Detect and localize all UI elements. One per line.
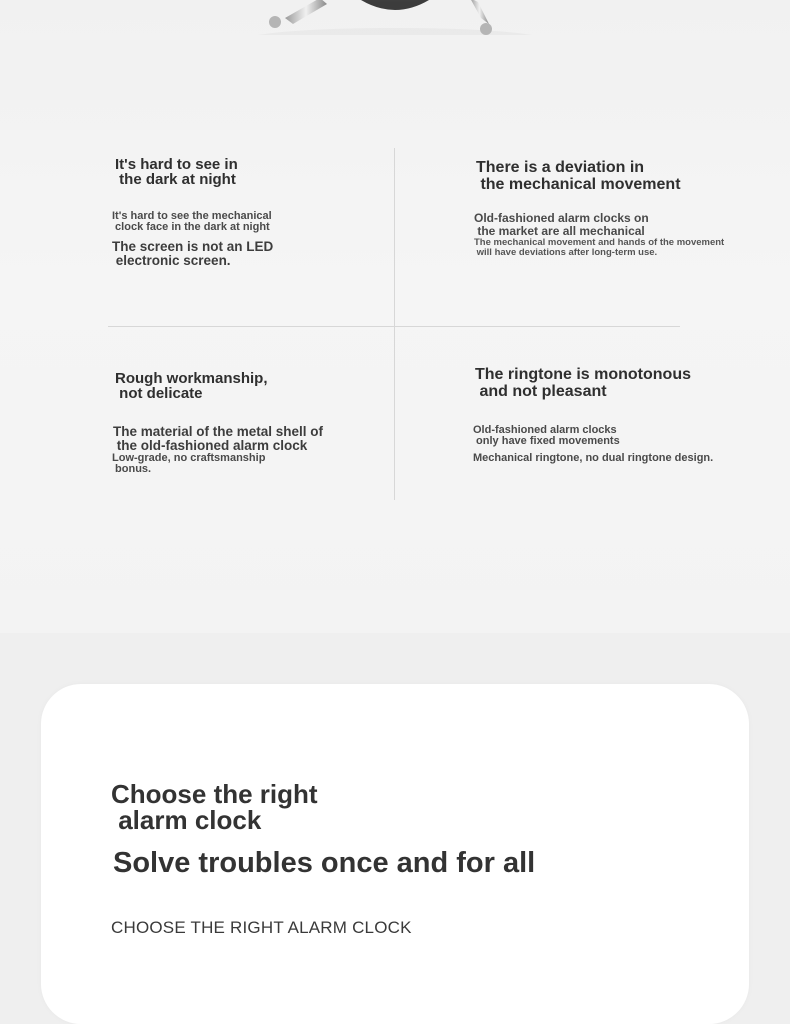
cell-2-title: There is a deviation in the mechanical movement xyxy=(476,159,681,193)
cell-4-title: The ringtone is monotonous and not pleasant xyxy=(475,366,691,400)
cell-3-line-2: Low-grade, no craftsmanship bonus. xyxy=(112,452,266,475)
cell-4-line-1: Old-fashioned alarm clocks only have fixed movements xyxy=(473,424,620,447)
promo-headline: Choose the right alarm clock xyxy=(111,779,318,835)
cell-2-line-1: Old-fashioned alarm clocks on the market are all mechanical xyxy=(474,211,649,238)
cell-2-line-2: The mechanical movement and hands of the movement will have deviations after long-term use. xyxy=(474,237,725,258)
cell-3-title: Rough workmanship, not delicate xyxy=(115,370,268,402)
cell-1-line-1: It's hard to see the mechanical clock face in the dark at night xyxy=(112,210,272,233)
promo-caption: CHOOSE THE RIGHT ALARM CLOCK xyxy=(111,918,412,937)
promo-subheadline: Solve troubles once and for all xyxy=(113,847,536,879)
cell-3-line-1: The material of the metal shell of the old-fashioned alarm clock xyxy=(113,424,324,453)
alarm-clock-image xyxy=(245,0,545,35)
grid-divider-vertical xyxy=(394,148,395,500)
cell-4-line-2: Mechanical ringtone, no dual ringtone design. xyxy=(473,452,714,464)
cell-1-line-2: The screen is not an LED electronic screen. xyxy=(112,239,274,268)
grid-divider-horizontal xyxy=(108,326,680,327)
cell-1-title: It's hard to see in the dark at night xyxy=(115,156,238,188)
